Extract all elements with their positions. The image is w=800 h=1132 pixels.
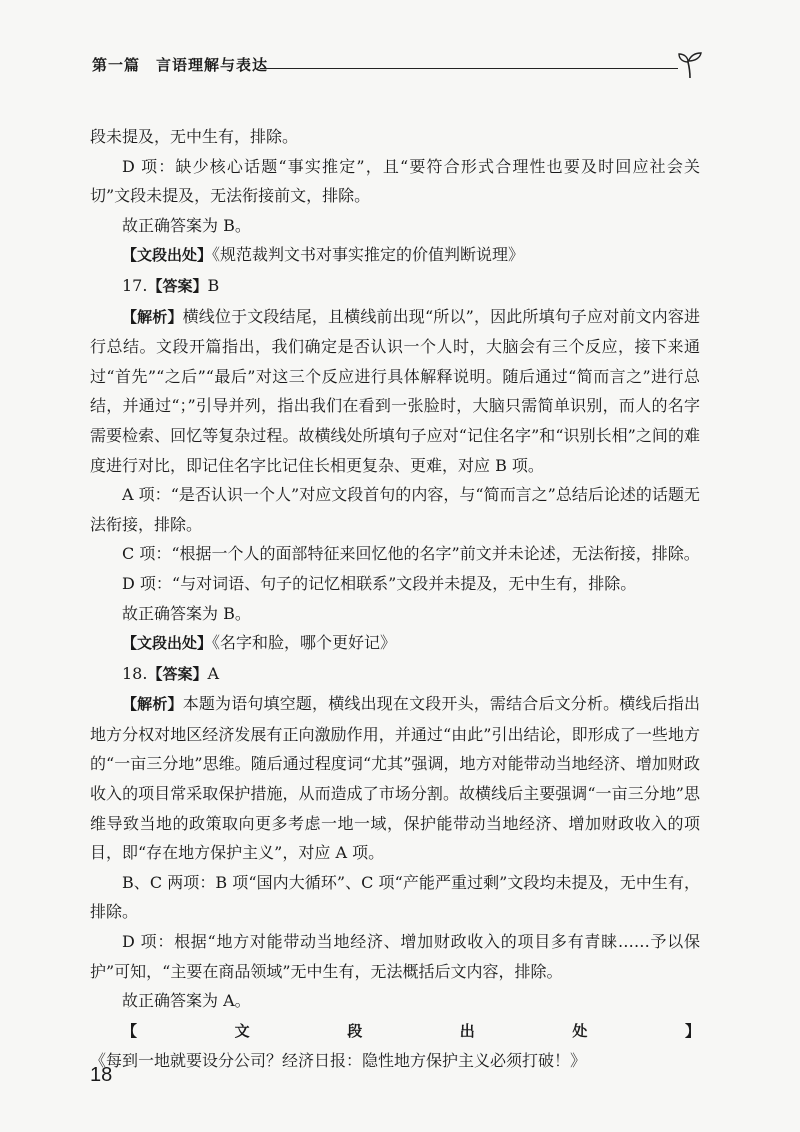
paragraph: A 项：“是否认识一个人”对应文段首句的内容，与“简而言之”总结后论述的话题无法衔接，排除。 — [90, 485, 700, 534]
chapter-title: 第一篇 言语理解与表达 — [92, 56, 269, 74]
source-title: 《规范裁判文书对事实推定的价值判断说理》 — [212, 245, 525, 265]
paragraph: 故正确答案为 A。 — [122, 991, 251, 1011]
source-tag: 【文段出处】 — [122, 634, 213, 653]
paragraph: D 项：缺少核心话题“事实推定”，且“要符合形式合理性也要及时回应社会关切”文段未提及，无法衔接前文，排除。 — [90, 156, 700, 206]
question-number: 17. — [122, 275, 148, 295]
analysis-tag: 【解析】 — [122, 695, 183, 714]
page-number: 18 — [90, 1064, 113, 1086]
analysis-text: 本题为语句填空题，横线出现在文段开头，需结合后文分析。横线后指出地方分权对地区经济发展有正向激励作用，并通过“由此”引出结论，即形成了一些地方的“一亩三分地”思维。随后通过程度词“尤其”强调，地方对能带动当地经济、增加财政收入的项目常采取保护措施，从而造成了市场分割。故横线后主要强调“一亩三分地”思维导致当地的政策取向更多考虑一地一域，保护能带动当地经济、增加财政收入的项目，即“存在地方保护主义”，对应 A 项。 — [90, 694, 700, 863]
paragraph: 故正确答案为 B。 — [122, 603, 251, 623]
source-line — [90, 1016, 700, 1076]
sprout-icon — [676, 50, 704, 80]
source-tag: 【文段出处】 — [122, 1021, 700, 1040]
source-title: 《名字和脸，哪个更好记》 — [212, 633, 397, 653]
paragraph: C 项：“根据一个人的面部特征来回忆他的名字”前文并未论述，无法衔接，排除。 — [122, 544, 700, 564]
answer-analysis-body — [90, 122, 700, 1076]
source-title: 《每到一地就要设分公司？经济日报：隐性地方保护主义必须打破！》 — [90, 1051, 587, 1071]
header-rule — [260, 68, 678, 69]
paragraph: B、C 两项：B 项“国内大循环”、C 项“产能严重过剩”文段均未提及，无中生有，排除。 — [90, 872, 700, 922]
answer-tag: 【答案】 — [147, 276, 208, 295]
question-number: 18. — [122, 663, 148, 683]
answer-choice: A — [207, 663, 220, 683]
running-header — [92, 50, 712, 80]
analysis-text: 横线位于文段结尾，且横线前出现“所以”，因此所填句子应对前文内容进行总结。文段开篇指出，我们确定是否认识一个人时，大脑会有三个反应，接下来通过“首先”“之后”“最后”对这三个反应进行具体解释说明。随后通过“简而言之”进行总结，并通过“；”引导并列，指出我们在看到一张脸时，大脑只需简单识别，而人的名字需要检索、回忆等复杂过程。故横线处所填句子应对“记住名字”和“识别长相”之间的难度进行对比，即记住名字比记住长相更复杂、更难，对应 B 项。 — [90, 306, 700, 475]
answer-choice: B — [207, 275, 220, 295]
source-line — [90, 240, 700, 271]
paragraph: 段未提及，无中生有，排除。 — [90, 127, 299, 146]
analysis-paragraph — [90, 302, 700, 481]
paragraph: 故正确答案为 B。 — [122, 215, 251, 235]
analysis-tag: 【解析】 — [122, 307, 183, 326]
answer-tag: 【答案】 — [147, 664, 208, 683]
paragraph: D 项：“与对词语、句子的记忆相联系”文段并未提及，无中生有，排除。 — [122, 573, 637, 593]
analysis-paragraph — [90, 689, 700, 868]
answer-line — [90, 271, 700, 302]
answer-line — [90, 659, 700, 690]
source-tag: 【文段出处】 — [122, 246, 213, 265]
paragraph: D 项：根据“地方对能带动当地经济、增加财政收入的项目多有青睐……予以保护”可知，“主要在商品领域”无中生有，无法概括后文内容，排除。 — [90, 932, 700, 981]
source-line — [90, 628, 700, 659]
